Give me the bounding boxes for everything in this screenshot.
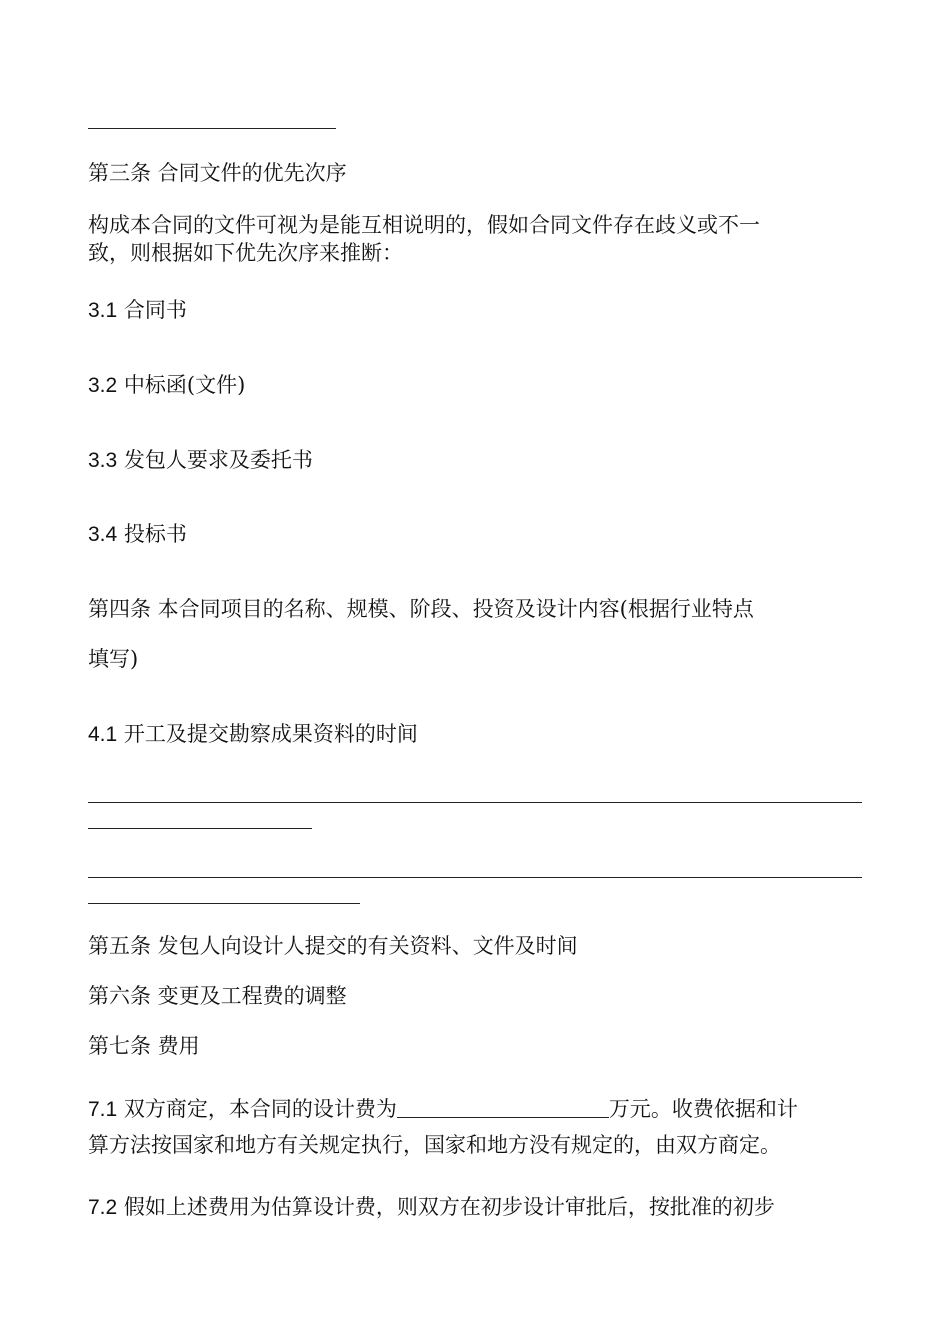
item-3-4 bbox=[88, 521, 187, 548]
item-number: 4.1 bbox=[88, 723, 118, 746]
fill-line bbox=[88, 802, 862, 803]
item-text: 中标函(文件) bbox=[123, 373, 246, 397]
fill-line bbox=[88, 877, 862, 878]
item-number: 3.4 bbox=[88, 523, 118, 546]
article-7-title: 第七条 费用 bbox=[88, 1034, 200, 1058]
item-text: 假如上述费用为估算设计费，则双方在初步设计审批后，按批准的初步 bbox=[123, 1195, 775, 1219]
item-7-1-line-2: 算方法按国家和地方有关规定执行，国家和地方没有规定的，由双方商定。 bbox=[88, 1133, 781, 1157]
item-text-pre: 双方商定，本合同的设计费为 bbox=[123, 1097, 397, 1121]
item-7-1-line-1 bbox=[88, 1096, 798, 1123]
article-4-title-line-2: 填写) bbox=[88, 647, 139, 671]
fill-line bbox=[88, 128, 336, 129]
item-text: 合同书 bbox=[123, 298, 187, 322]
item-3-3 bbox=[88, 447, 313, 474]
item-text: 投标书 bbox=[123, 522, 187, 546]
article-3-body-line-2: 致，则根据如下优先次序来推断： bbox=[88, 241, 403, 265]
item-3-2 bbox=[88, 372, 245, 399]
item-text: 发包人要求及委托书 bbox=[123, 448, 313, 472]
item-7-2 bbox=[88, 1194, 775, 1221]
fee-blank bbox=[397, 1097, 609, 1118]
article-3-title: 第三条 合同文件的优先次序 bbox=[88, 161, 347, 185]
article-5-title: 第五条 发包人向设计人提交的有关资料、文件及时间 bbox=[88, 934, 578, 958]
item-number: 3.2 bbox=[88, 374, 118, 397]
article-3-body-line-1: 构成本合同的文件可视为是能互相说明的，假如合同文件存在歧义或不一 bbox=[88, 213, 760, 237]
item-number: 7.2 bbox=[88, 1196, 118, 1219]
item-text-post: 万元。收费依据和计 bbox=[608, 1097, 798, 1121]
article-6-title: 第六条 变更及工程费的调整 bbox=[88, 984, 347, 1008]
article-4-title-line-1: 第四条 本合同项目的名称、规模、阶段、投资及设计内容(根据行业特点 bbox=[88, 597, 754, 621]
item-number: 3.1 bbox=[88, 299, 118, 322]
item-number: 3.3 bbox=[88, 449, 118, 472]
item-number: 7.1 bbox=[88, 1098, 118, 1121]
item-text: 开工及提交勘察成果资料的时间 bbox=[123, 722, 418, 746]
item-3-1 bbox=[88, 297, 187, 324]
fill-line bbox=[88, 828, 312, 829]
item-4-1 bbox=[88, 721, 418, 748]
fill-line bbox=[88, 903, 360, 904]
